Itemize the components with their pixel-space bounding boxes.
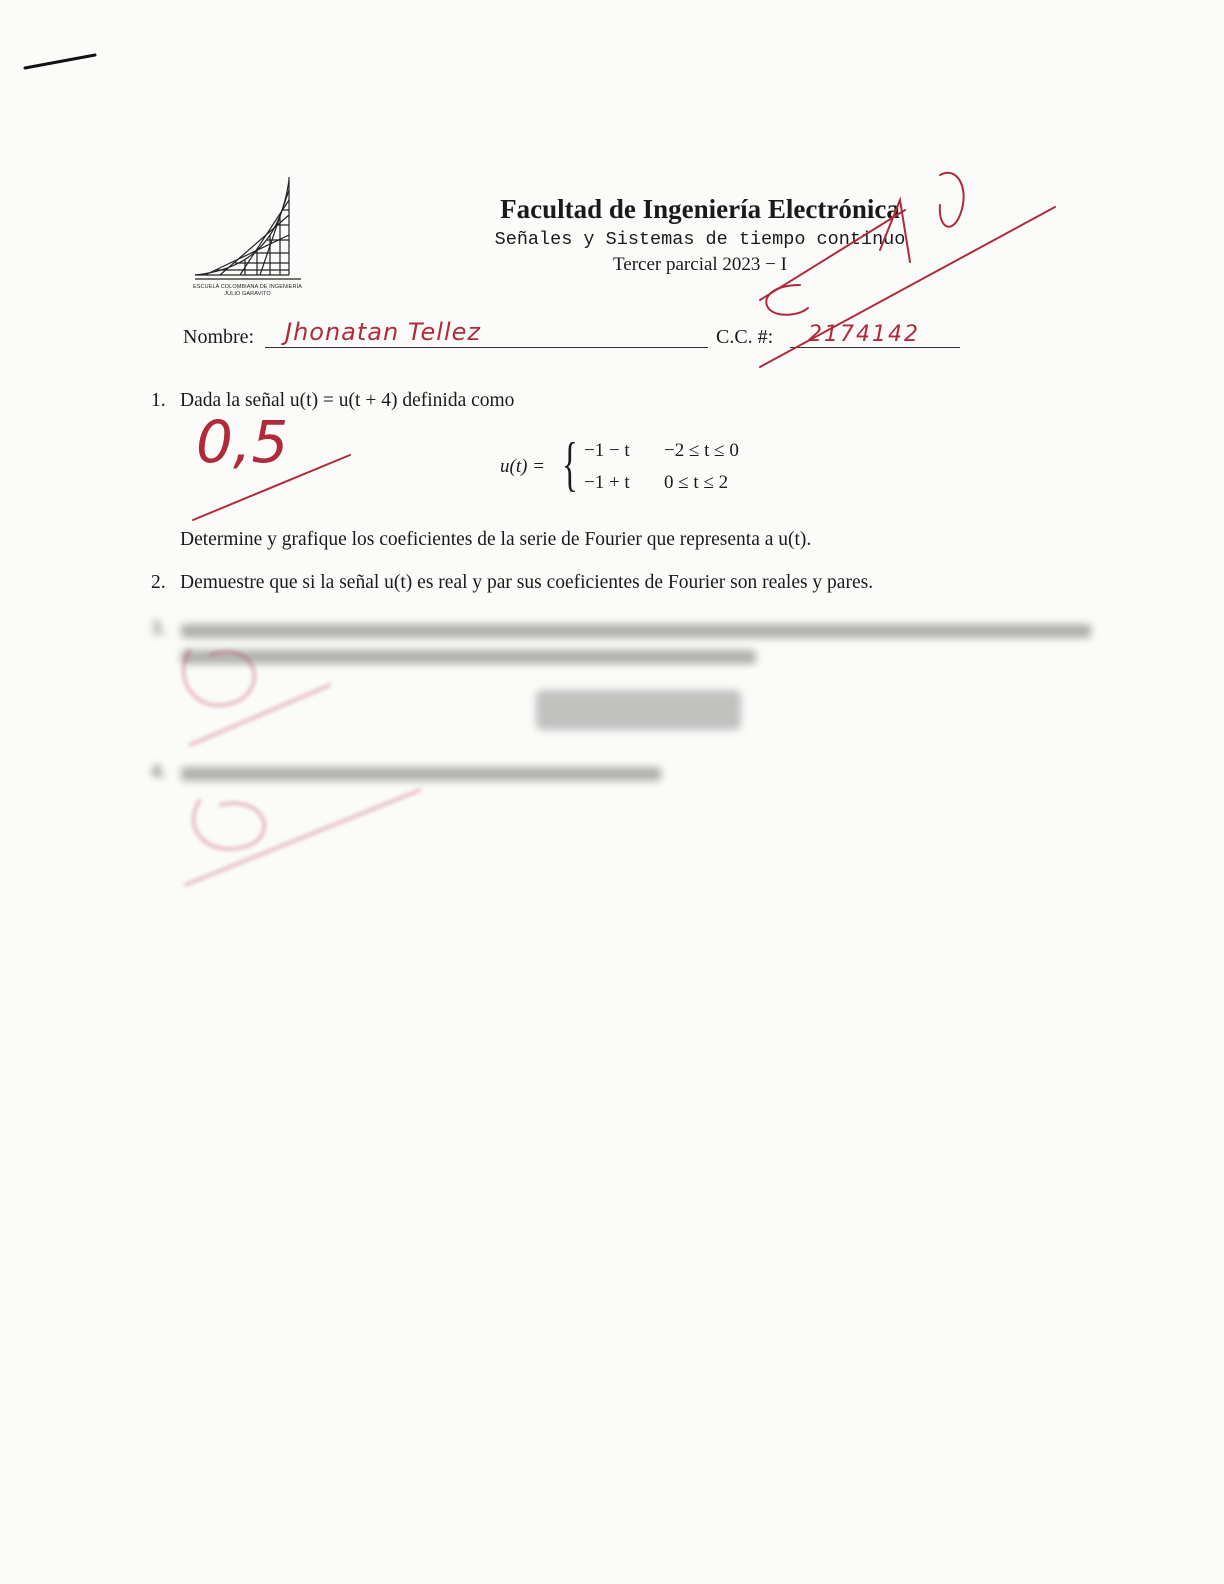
redacted-line — [181, 650, 756, 664]
redacted-line — [181, 624, 1091, 638]
piecewise-row-1-cond: −2 ≤ t ≤ 0 — [664, 440, 739, 461]
ink-blurred-mark-2 — [194, 800, 265, 849]
question-4-number: 4. — [151, 761, 166, 782]
piecewise-row-2-expr: −1 + t — [584, 472, 630, 493]
name-line — [265, 347, 708, 348]
student-name-handwritten: Jhonatan Tellez — [285, 318, 482, 346]
logo-caption-line1: ESCUELA COLOMBIANA DE INGENIERÍA — [193, 284, 302, 290]
question-1-followup: Determine y grafique los coeficientes de la serie de Fourier que representa a u(t). — [180, 529, 812, 550]
school-logo-graphic — [185, 175, 310, 287]
logo-caption — [185, 284, 310, 297]
course-title: Señales y Sistemas de tiempo continuo — [494, 229, 906, 250]
piecewise-definition — [500, 431, 800, 500]
cc-value-handwritten: 2174142 — [808, 322, 920, 347]
piecewise-row-2-cond: 0 ≤ t ≤ 2 — [664, 472, 729, 493]
question-1-number: 1. — [151, 390, 166, 411]
cc-line — [790, 347, 960, 348]
question-1-text: Dada la señal u(t) = u(t + 4) definida como — [180, 390, 515, 411]
piecewise-row-1-expr: −1 − t — [584, 440, 630, 461]
redacted-line — [181, 767, 661, 781]
faculty-title: Facultad de Ingeniería Electrónica — [500, 194, 900, 224]
piecewise-lhs: u(t) = — [500, 456, 546, 477]
pen-mark-corner — [25, 55, 95, 68]
exam-title: Tercer parcial 2023 − I — [613, 254, 787, 275]
logo-caption-line2: JULIO GARAVITO — [224, 290, 271, 297]
redacted-equation — [536, 690, 741, 730]
score-q1-handwritten: 0,5 — [196, 408, 289, 476]
ink-total-c — [766, 285, 808, 315]
question-2-text: Demuestre que si la señal u(t) es real y par sus coeficientes de Fourier son reales y pares. — [180, 572, 874, 593]
ink-blurred-slash-2 — [185, 790, 420, 885]
question-3-number: 3. — [151, 618, 166, 639]
cc-label: C.C. #: — [716, 326, 774, 348]
school-logo — [185, 175, 310, 297]
piecewise-brace: { — [562, 431, 578, 497]
redacted-questions — [151, 618, 1096, 788]
name-label: Nombre: — [183, 326, 255, 348]
question-2-number: 2. — [151, 572, 166, 593]
